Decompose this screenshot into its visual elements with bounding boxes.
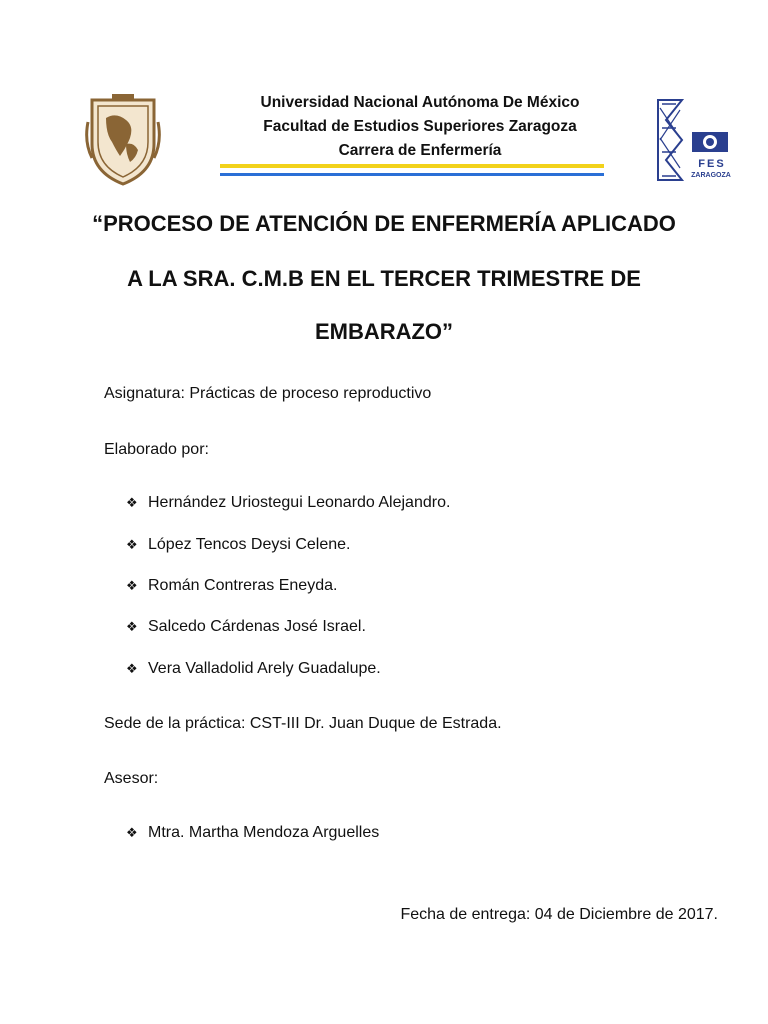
practice-site: Sede de la práctica: CST-III Dr. Juan Duque de Estrada. [104,715,502,732]
title-line-2: A LA SRA. C.M.B EN EL TERCER TRIMESTRE DE [127,266,641,291]
advisor-label: Asesor: [104,770,159,787]
advisor-item: ❖ Mtra. Martha Mendoza Arguelles [126,824,380,841]
author-item: ❖ Román Contreras Eneyda. [126,577,338,594]
fes-label: FES [698,158,726,170]
diamond-bullet-icon: ❖ [126,661,138,676]
unam-crest-logo [82,92,164,188]
diamond-bullet-icon: ❖ [126,578,138,593]
faculty-name: Facultad de Estudios Superiores Zaragoza [263,118,577,135]
fes-zaragoza-logo [652,98,734,190]
header-rule-blue [220,173,604,176]
diamond-bullet-icon: ❖ [126,825,138,840]
career-name: Carrera de Enfermería [338,142,502,159]
authors-label: Elaborado por: [104,441,209,458]
subject-line: Asignatura: Prácticas de proceso reproductivo [104,385,432,402]
diamond-bullet-icon: ❖ [126,495,138,510]
author-item: ❖ Vera Valladolid Arely Guadalupe. [126,660,381,677]
title-line-3: EMBARAZO” [314,319,454,344]
author-item: ❖ López Tencos Deysi Celene. [126,536,351,553]
university-name: Universidad Nacional Autónoma De México [260,94,580,111]
title-line-1: “PROCESO DE ATENCIÓN DE ENFERMERÍA APLICADO [92,211,676,236]
zaragoza-label: ZARAGOZA [691,172,731,179]
header-rule-yellow [220,164,604,168]
diamond-bullet-icon: ❖ [126,619,138,634]
delivery-date: Fecha de entrega: 04 de Diciembre de 2017. [400,906,718,923]
author-item: ❖ Hernández Uriostegui Leonardo Alejandro. [126,494,451,511]
author-item: ❖ Salcedo Cárdenas José Israel. [126,618,366,635]
diamond-bullet-icon: ❖ [126,537,138,552]
